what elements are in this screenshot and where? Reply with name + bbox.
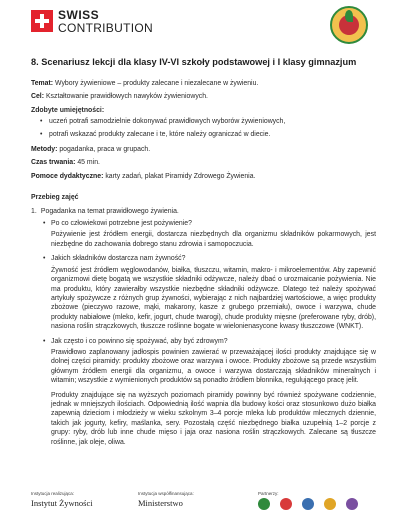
swiss-cross-icon xyxy=(31,10,53,32)
partners-label: Partnerzy: xyxy=(258,491,279,496)
answer: Pożywienie jest źródłem energii, dostarcza niezbędnych dla organizmu składników pokarmowych, jest niezbędne do zachowania dobrego stanu zdrowia i samopoczucia. xyxy=(51,231,376,248)
realizing-label: Instytucja realizująca: xyxy=(31,491,75,496)
topic-label: Temat: xyxy=(31,80,54,87)
answer: Prawidłowo zaplanowany jadłospis powinien zawierać w przeważającej ilości produkty znajdujące się w dolnej części piramidy: produkty zbożowe oraz warzywa i owoce. Produkty zbożowe są przede wszystkim głównym źródłem energii dla organizmu, a owoce i warzywa dostarczają składników mineralnych i witamin; wszystkie z wymienionych produktów są ponadto źródłem błonnika, regulującego pracę jelit. xyxy=(51,348,376,385)
answer-continued: Produkty znajdujące się na wyższych poziomach piramidy powinny być również spożywane codziennie, jednak w mniejszych ilościach. Odpowiednią ilość wapnia dla budowy kości oraz stosunkowo dużo białka zapewnią dzieciom i młodzieży w wieku szkolnym 3–4 porcje mleka lub produktów mlecznych dziennie, takich jak jogurty, kefiry, maślanka, sery. Pozostałą część niezbędnego białka uzupełnią 1–2 porcje z grupy: ryby, drób lub inne chude mięso i jaja oraz nasiona roślin strączkowych. Zalecane są tłuszcze roślinne, jak oleje, oliwa. xyxy=(51,391,376,446)
step-item xyxy=(31,207,376,216)
topic-text: Wybory żywieniowe – produkty zalecane i niezalecane w żywieniu. xyxy=(55,80,259,87)
topic-row xyxy=(31,79,376,88)
methods-text: pogadanka, praca w grupach. xyxy=(59,146,151,154)
supporting-org: Ministerstwo xyxy=(138,498,183,508)
document-body xyxy=(31,56,376,452)
aids-text: karty zadań, plakat Piramidy Zdrowego Żywienia. xyxy=(105,172,256,180)
list-item: • uczeń potrafi samodzielnie dokonywać prawidłowych wyborów żywieniowych, xyxy=(43,117,376,126)
supporting-label: Instytucja współfinansująca: xyxy=(138,491,194,496)
skills-list xyxy=(31,117,376,139)
methods-row xyxy=(31,145,376,154)
list-item: • potrafi wskazać produkty zalecane i te, które należy ograniczać w diecie. xyxy=(43,130,376,139)
brand-name-bottom: CONTRIBUTION xyxy=(58,21,153,35)
question: • Jak często i co powinno się spożywać, aby być zdrowym? xyxy=(43,337,376,346)
partner-logo-icon xyxy=(346,498,358,510)
goal-label: Cel: xyxy=(31,93,45,101)
partner-logo-icon xyxy=(302,498,314,510)
question: • Po co człowiekowi potrzebne jest pożywienie? xyxy=(43,219,376,228)
duration-text: 45 min. xyxy=(77,159,100,167)
section-title: Przebieg zajęć xyxy=(31,194,79,202)
partner-logo-icon xyxy=(324,498,336,510)
page-title: 8. Scenariusz lekcji dla klasy IV-VI szkoły podstawowej i I klasy gimnazjum xyxy=(31,57,357,67)
partner-logo-icon xyxy=(280,498,292,510)
methods-label: Metody: xyxy=(31,146,58,154)
partner-logos xyxy=(258,498,378,512)
step-number: 1. xyxy=(31,207,37,215)
goal-row xyxy=(31,92,376,101)
realizing-org: Instytut Żywności xyxy=(31,498,93,508)
goal-text: Kształtowanie prawidłowych nawyków żywieniowych. xyxy=(45,93,208,101)
brand-name-top: SWISS xyxy=(58,8,100,22)
partner-logo-icon xyxy=(258,498,270,510)
healthy-eating-badge-icon xyxy=(330,6,368,44)
aids-label: Pomoce dydaktyczne: xyxy=(31,172,104,180)
skills-label: Zdobyte umiejętności: xyxy=(31,106,105,114)
duration-row xyxy=(31,158,376,167)
question: • Jakich składników dostarcza nam żywność? xyxy=(43,254,376,263)
duration-label: Czas trwania: xyxy=(31,159,76,167)
step-text: Pogadanka na temat prawidłowego żywienia. xyxy=(40,207,179,215)
aids-row xyxy=(31,172,376,181)
page-header xyxy=(0,0,400,50)
page-footer xyxy=(0,490,400,516)
answer: Żywność jest źródłem węglowodanów, białka, tłuszczu, witamin, makro- i mikroelementów. Aby zapewnić organizmowi dietę bogatą we wszystkie składniki odżywcze, należy dbać o urozmaicanie pożywienia. Nie ma produktu, który zawierałby wszystkie niezbędne składniki odżywcze. Dlatego też należy spożywać artykuły spożywcze z różnych grup żywności, wybierając z nich najbardziej wartościowe, a więc produkty zbożowe (pieczywo razowe, mąki, makarony, kasze z grubego przemiału), owoce i warzywa, chude produkty nabiałowe (mleko, kefir, jogurt, chude twarogi), chude produkty mięsne (preferowane ryby, drób), nasiona roślin strączkowych, tłuszcze roślinne bogate w wielonienasycone kwasy tłuszczowe (WNKT). xyxy=(51,266,376,331)
